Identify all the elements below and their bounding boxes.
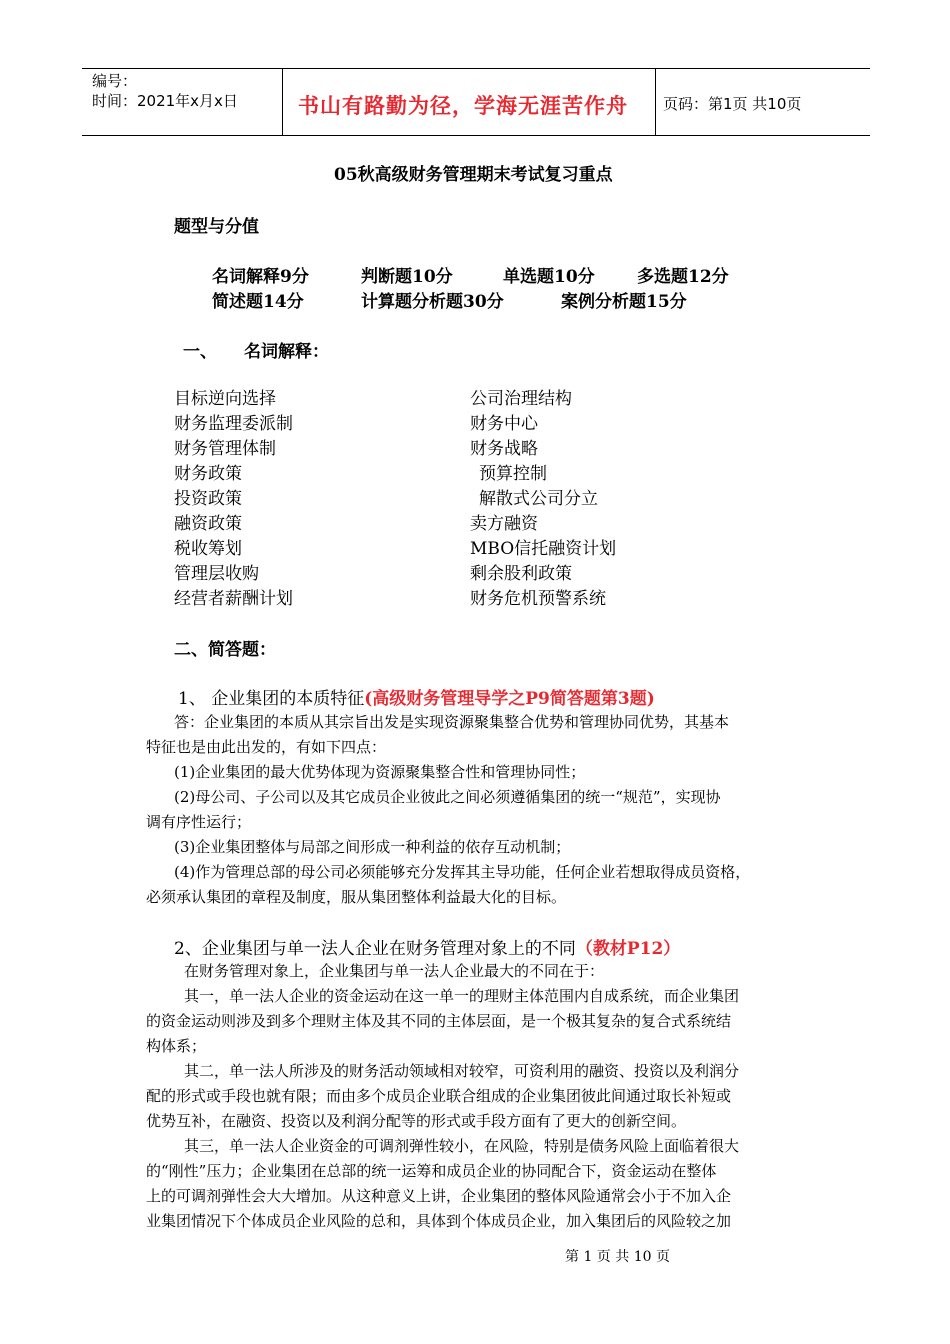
term-item: 财务政策 (174, 464, 242, 484)
answer-2-line: 其一，单一法人企业的资金运动在这一单一的理财主体范围内自成系统，而企业集团 (184, 987, 740, 1005)
page-title: 05秋高级财务管理期末考试复习重点 (334, 165, 613, 185)
answer-1-line: 特征也是由此出发的，有如下四点： (146, 738, 387, 756)
question-1-heading (178, 684, 655, 709)
term-item: 预算控制 (479, 464, 547, 484)
score-item: 判断题10分 (361, 267, 453, 287)
question-2-reference: （教材P12） (575, 939, 681, 959)
answer-1-line: (3)企业集团整体与局部之间形成一种利益的依存互动机制； (174, 838, 571, 856)
header-divider-right (655, 68, 656, 136)
answer-1-line: (2)母公司、子公司以及其它成员企业彼此之间必须遵循集团的统一“规范”，实现协 (174, 788, 721, 806)
answer-2-line: 配的形式或手段也就有限；而由多个成员企业联合组成的企业集团彼此间通过取长补短或 (146, 1087, 732, 1105)
score-item: 多选题12分 (637, 267, 729, 287)
header-top-border (82, 68, 870, 69)
answer-2-line: 优势互补，在融资、投资以及利润分配等的形式或手段方面有了更大的创新空间。 (146, 1112, 687, 1130)
term-item: 管理层收购 (174, 564, 259, 584)
score-item: 计算题分析题30分 (361, 292, 504, 312)
header-motto: 书山有路勤为径，学海无涯苦作舟 (298, 94, 628, 118)
page-footer: 第 1 页 共 10 页 (565, 1249, 670, 1265)
header-page-label: 页码：第1页 共10页 (663, 95, 802, 113)
term-item: MBO信托融资计划 (470, 539, 617, 559)
answer-2-line: 业集团情况下个体成员企业风险的总和，具体到个体成员企业，加入集团后的风险较之加 (146, 1212, 732, 1230)
term-item: 财务危机预警系统 (470, 589, 606, 609)
answer-2-line: 构体系； (146, 1037, 207, 1055)
term-item: 经营者薪酬计划 (174, 589, 293, 609)
answer-2-line: 在财务管理对象上，企业集团与单一法人企业最大的不同在于： (184, 962, 605, 980)
question-1-reference: (高级财务管理导学之P9简答题第3题) (364, 689, 655, 709)
header-bottom-border (82, 135, 870, 136)
document-number-label: 编号： (92, 72, 138, 90)
header-divider-left (282, 68, 283, 136)
answer-1-line: (1)企业集团的最大优势体现为资源聚集整合性和管理协同性； (174, 763, 586, 781)
answer-2-line: 的资金运动则涉及到多个理财主体及其不同的主体层面，是一个极其复杂的复合式系统结 (146, 1012, 732, 1030)
section-1-title: 名词解释： (244, 342, 329, 362)
answer-1-line: (4)作为管理总部的母公司必须能够充分发挥其主导功能，任何企业若想取得成员资格， (174, 863, 751, 881)
term-item: 卖方融资 (470, 514, 538, 534)
question-2-heading (174, 934, 680, 959)
score-item: 案例分析题15分 (561, 292, 687, 312)
term-item: 财务中心 (470, 414, 538, 434)
score-item: 单选题10分 (503, 267, 595, 287)
answer-1-line: 答：企业集团的本质从其宗旨出发是实现资源聚集整合优势和管理协同优势，其基本 (174, 713, 730, 731)
section-2-title: 二、简答题： (174, 640, 276, 660)
term-item: 剩余股利政策 (470, 564, 572, 584)
document-date-label: 时间：2021年x月x日 (92, 92, 238, 110)
answer-2-line: 其三，单一法人企业资金的可调剂弹性较小，在风险，特别是债务风险上面临着很大 (184, 1137, 740, 1155)
term-item: 解散式公司分立 (479, 489, 598, 509)
score-item: 名词解释9分 (212, 267, 309, 287)
term-item: 财务战略 (470, 439, 538, 459)
answer-2-line: 上的可调剂弹性会大大增加。从这种意义上讲，企业集团的整体风险通常会小于不加入企 (146, 1187, 732, 1205)
answer-2-line: 的“刚性”压力；企业集团在总部的统一运筹和成员企业的协同配合下，资金运动在整体 (146, 1162, 717, 1180)
score-item: 简述题14分 (212, 292, 304, 312)
question-2-title: 2、企业集团与单一法人企业在财务管理对象上的不同 (174, 939, 576, 959)
answer-1-line: 调有序性运行； (146, 813, 252, 831)
term-item: 财务管理体制 (174, 439, 276, 459)
answer-2-line: 其二，单一法人所涉及的财务活动领域相对较窄，可资利用的融资、投资以及利润分 (184, 1062, 740, 1080)
question-1-title: 1、 企业集团的本质特征 (178, 689, 365, 709)
term-item: 公司治理结构 (470, 389, 572, 409)
term-item: 投资政策 (174, 489, 242, 509)
term-item: 融资政策 (174, 514, 242, 534)
section-1-number: 一、 (183, 342, 217, 362)
term-item: 目标逆向选择 (174, 389, 276, 409)
answer-1-line: 必须承认集团的章程及制度，服从集团整体利益最大化的目标。 (146, 888, 567, 906)
term-item: 财务监理委派制 (174, 414, 293, 434)
term-item: 税收筹划 (174, 539, 242, 559)
types-heading: 题型与分值 (174, 217, 259, 237)
